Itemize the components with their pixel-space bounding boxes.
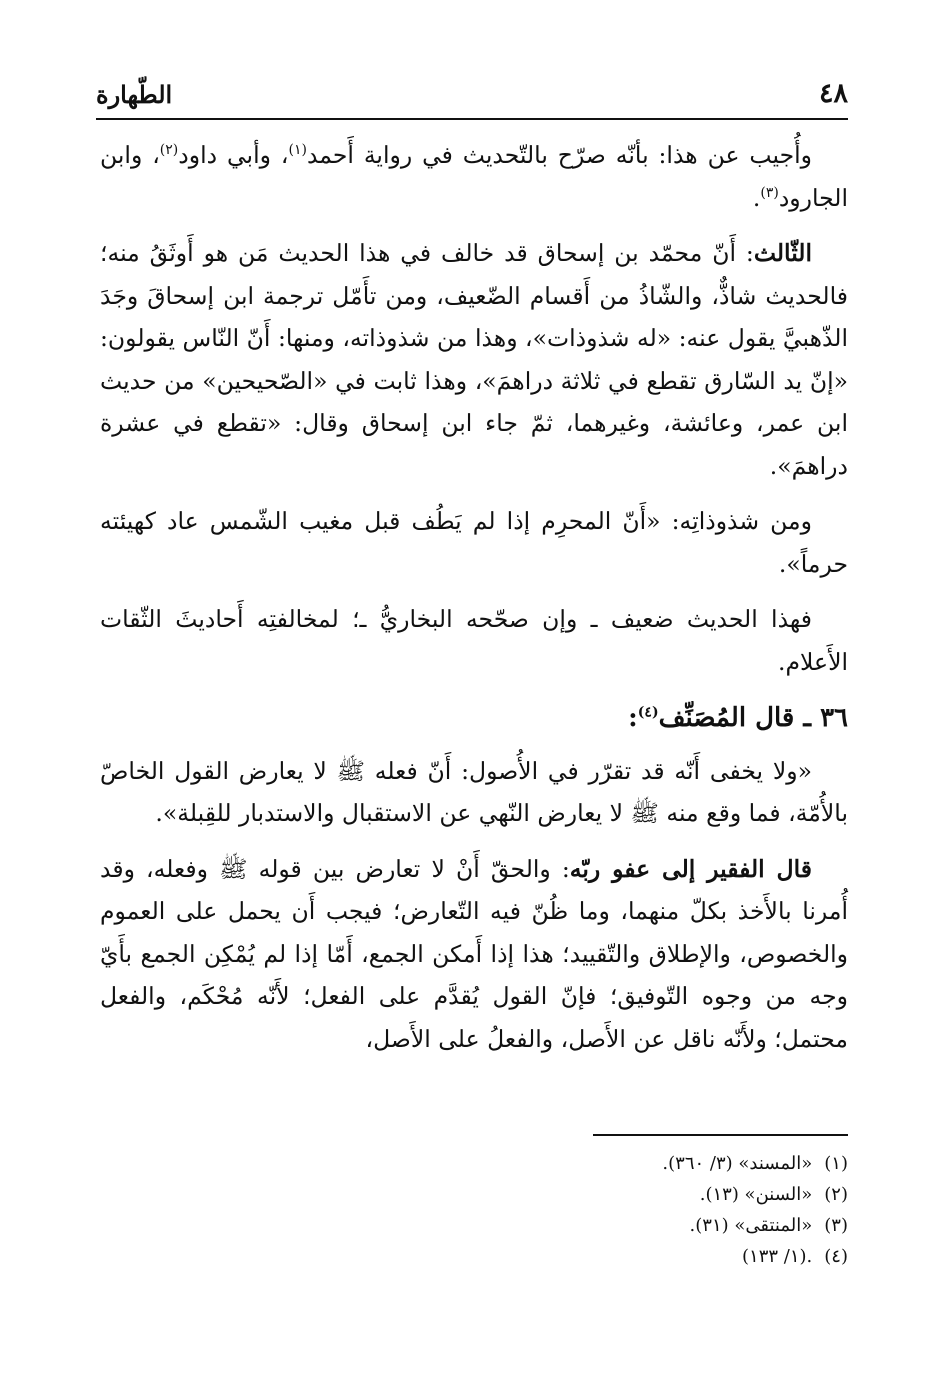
text-span: فهذا الحديث ضعيف ـ وإن صحّحه البخاريُّ ـ؛ لمخالفتِه أَحاديثَ الثّقات الأَعلام. — [100, 605, 848, 676]
text-span: . — [752, 183, 761, 212]
footnote-number: (٤) — [824, 1246, 848, 1267]
footnote-item — [100, 1210, 848, 1241]
paragraph-quote — [100, 750, 848, 835]
footnote-item — [100, 1148, 848, 1179]
text-span: «ولا يخفى أَنّه قد تقرّر في الأُصول: أَنّ فعله ﷺ لا يعارض القول الخاصّ بالأُمّة، فما وقع منه ﷺ لا يعارض النّهي عن الاستقبال والاستدبار للقِبلة». — [100, 756, 848, 827]
lead-term: قال الفقير إلى عفو ربّه — [569, 854, 812, 883]
footnote-list — [100, 1148, 848, 1272]
footnote-ref: (٤) — [637, 704, 659, 721]
footnote-text: «السنن» (١٣). — [699, 1184, 813, 1205]
paragraph-third — [100, 232, 848, 487]
heading-text: ٣٦ ـ قال المُصَنِّف — [658, 703, 848, 733]
text-span: ، وأبي داود — [178, 141, 289, 169]
footnote-text: «المسند» (٣/ ٣٦٠). — [662, 1153, 813, 1174]
paragraph-conclusion — [100, 598, 848, 683]
paragraph-anomalies — [100, 500, 848, 585]
footnote-text: «المنتقى» (٣١). — [689, 1215, 813, 1236]
footnote-item — [100, 1179, 848, 1210]
footnote-text: (١/ ١٣٣). — [742, 1246, 813, 1267]
footnote-ref: (٣) — [760, 184, 779, 201]
footnote-number: (٢) — [824, 1184, 848, 1205]
footnote-ref: (١) — [288, 142, 307, 159]
main-text — [100, 134, 848, 1073]
text-span: وأُجيب عن هذا: بأنّه صرّح بالتّحديث في رواية أَحمد — [306, 141, 812, 169]
text-span: ومن شذوذاتِه: «أَنّ المحرِم إذا لم يَطُف قبل مغيب الشّمس عاد كهيئته حرماً». — [100, 507, 848, 578]
section-heading — [100, 697, 848, 740]
page-header — [96, 78, 848, 120]
paragraph-answer — [100, 134, 848, 219]
page-number: ٤٨ — [818, 78, 848, 109]
footnote-number: (٣) — [824, 1215, 848, 1236]
text-span: : والحقّ أَنْ لا تعارض بين قوله ﷺ وفعله، وقد أُمرنا بالأَخذ بكلّ منهما، وما ظُنّ فيه التّعارض؛ فيجب أَن يحمل على العموم والخصوص، والإطلاق والتّقييد؛ هذا إذا أَمكن الجمع، أَمّا إذا لم يُمْكِن الجمع بأَيّ وجه من وجوه التّوفيق؛ فإنّ القول يُقدَّم على الفعل؛ لأَنّه مُحْكَم، والفعل محتمل؛ ولأَنّه ناقل عن الأَصل، والفعلُ على الأَصل، — [100, 854, 848, 1053]
running-title: الطّهارة — [96, 80, 173, 109]
footnote-number: (١) — [824, 1153, 848, 1174]
text-span: ، وابن الجارود — [100, 141, 848, 212]
footnote-item — [100, 1241, 848, 1272]
footnote-divider — [593, 1134, 848, 1136]
text-span: : أَنّ محمّد بن إسحاق قد خالف في هذا الحديث مَن هو أَوثَقُ منه؛ فالحديث شاذٌّ، والشّاذُ من أَقسام الضّعيف، ومن تأَمّل ترجمة ابن إسحاقَ وجَدَ الذّهبيَّ يقول عنه: «له شذوذات»، وهذا من شذوذاته، ومنها: أَنّ النّاس يقولون: «إنّ يد السّارق تقطع في ثلاثة دراهمَ»، وهذا ثابت في «الصّحيحين» من حديث ابن عمر، وعائشة، وغيرهما، ثمّ جاء ابن إسحاق وقال: «تقطع في عشرة دراهمَ». — [100, 239, 848, 480]
footnote-ref: (٢) — [159, 142, 179, 159]
lead-term: الثّالث — [753, 239, 812, 267]
paragraph-response — [100, 848, 848, 1061]
heading-colon: : — [628, 703, 638, 733]
